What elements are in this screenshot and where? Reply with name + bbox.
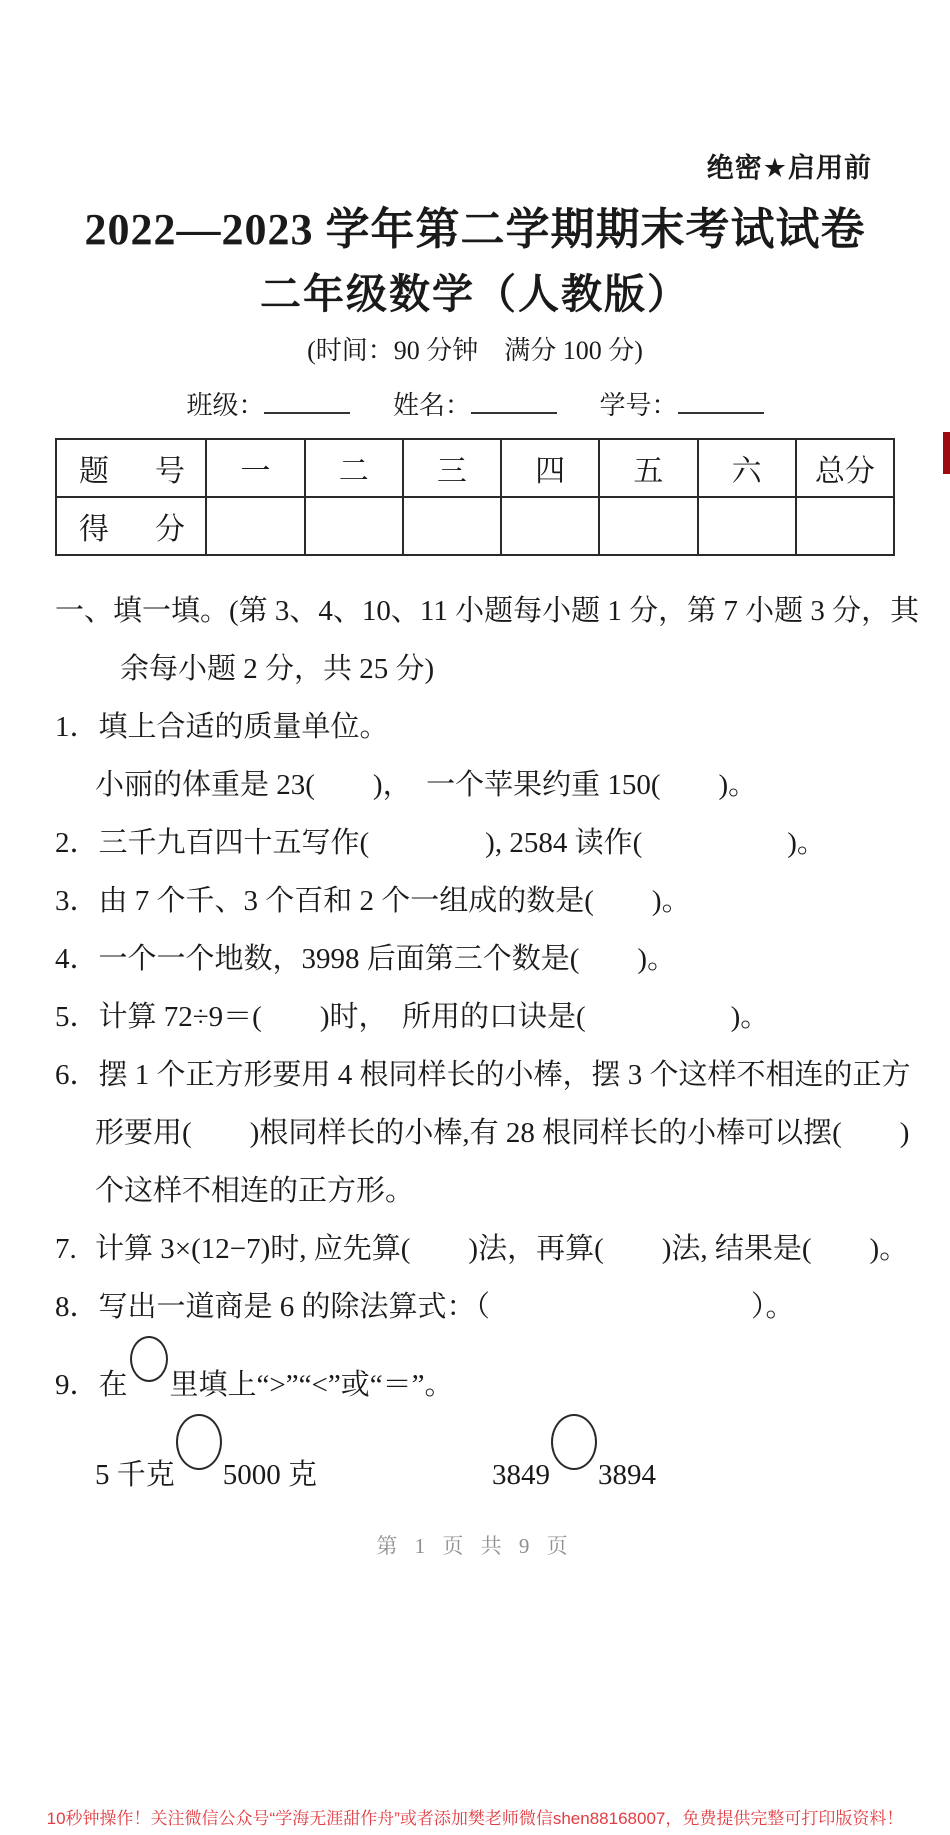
col-four: 四 — [501, 439, 599, 497]
comparison-1-left: 5 千克 — [95, 1459, 175, 1491]
score-cell-total — [796, 497, 894, 555]
name-blank-line — [471, 388, 557, 414]
section-heading-line1: 一、填一填。(第 3、4、10、11 小题每小题 1 分，第 7 小题 3 分，其 — [55, 595, 920, 627]
question-5-text: 计算 72÷9＝( )时， 所用的口诀是( )。 — [98, 1001, 770, 1033]
section-one — [0, 582, 950, 1504]
question-4 — [55, 930, 895, 988]
question-6-continued-text: 形要用( )根同样长的小棒,有 28 根同样长的小棒可以摆( ) — [95, 1117, 910, 1149]
question-1-continued — [55, 756, 895, 814]
question-6-continued-2-text: 个这样不相连的正方形。 — [95, 1175, 415, 1207]
question-4-text: 一个一个地数，3998 后面第三个数是( )。 — [98, 943, 677, 975]
comparison-1-right: 5000 克 — [222, 1459, 318, 1491]
exam-title: 2022—2023 学年第二学期期末考试试卷 — [84, 205, 866, 254]
comparison-circle-icon — [551, 1414, 597, 1470]
score-cell-four — [501, 497, 599, 555]
col-two: 二 — [305, 439, 403, 497]
question-6 — [55, 1046, 911, 1104]
student-id-label: 学号： — [599, 391, 678, 420]
question-8-number: 8． — [55, 1291, 99, 1323]
name-field — [393, 385, 557, 422]
class-label: 班级： — [186, 391, 265, 420]
score-cell-six — [698, 497, 796, 555]
col-five: 五 — [599, 439, 697, 497]
class-field — [186, 385, 350, 422]
question-9-comparison-row — [55, 1414, 895, 1504]
class-blank-line — [264, 388, 350, 414]
question-3 — [55, 872, 895, 930]
exam-subtitle: 二年级数学（人教版） — [260, 271, 690, 317]
score-table-header-row — [56, 439, 894, 497]
question-1-number: 1． — [55, 711, 99, 743]
col-one: 一 — [206, 439, 304, 497]
promo-banner: 10秒钟操作！关注微信公众号“学海无涯甜作舟”或者添加樊老师微信shen88168007，免费提供完整可打印版资料！ — [46, 1809, 904, 1828]
question-9-pre-text: 在 — [98, 1369, 128, 1401]
col-three: 三 — [403, 439, 501, 497]
comparison-circle-icon — [176, 1414, 222, 1470]
student-id-blank-line — [678, 388, 764, 414]
question-2-text: 三千九百四十五写作( ), 2584 读作( )。 — [98, 827, 826, 859]
question-3-number: 3． — [55, 885, 99, 917]
comparison-circle-icon — [130, 1336, 168, 1382]
score-cell-three — [403, 497, 501, 555]
comparison-2-left: 3849 — [492, 1459, 551, 1491]
question-1-continued-text: 小丽的体重是 23( )， 一个苹果约重 150( )。 — [95, 769, 758, 801]
question-6-number: 6． — [55, 1059, 99, 1091]
question-5-number: 5． — [55, 1001, 99, 1033]
question-3-text: 由 7 个千、3 个百和 2 个一组成的数是( )。 — [98, 885, 691, 917]
section-heading-line2: 余每小题 2 分，共 25 分) — [120, 653, 435, 685]
question-7-number: 7. — [55, 1233, 77, 1265]
question-5 — [55, 988, 895, 1046]
score-cell-five — [599, 497, 697, 555]
score-cell-two — [305, 497, 403, 555]
question-6-continued-2 — [55, 1162, 895, 1220]
score-label: 得 分 — [56, 497, 206, 555]
question-7-text: 计算 3×(12−7)时, 应先算( )法，再算( )法, 结果是( )。 — [95, 1233, 909, 1265]
question-number-label: 题 号 — [56, 439, 206, 497]
question-6-continued — [55, 1104, 910, 1162]
question-9-post-text: 里填上“>”“<”或“＝”。 — [169, 1369, 454, 1401]
classified-banner: 绝密★启用前 — [706, 153, 872, 183]
question-4-number: 4． — [55, 943, 99, 975]
question-2-number: 2． — [55, 827, 99, 859]
page-indicator: 第 1 页 共 9 页 — [376, 1534, 574, 1558]
question-8 — [55, 1278, 895, 1336]
exam-time-score-info: (时间：90 分钟 满分 100 分) — [307, 336, 643, 365]
red-edge-marker — [943, 432, 950, 474]
question-7 — [55, 1220, 909, 1278]
score-table-score-row — [56, 497, 894, 555]
question-2 — [55, 814, 895, 872]
score-cell-one — [206, 497, 304, 555]
name-label: 姓名： — [392, 391, 471, 420]
question-9 — [55, 1336, 895, 1414]
question-1 — [55, 698, 895, 756]
col-six: 六 — [698, 439, 796, 497]
col-total: 总分 — [796, 439, 894, 497]
student-id-field — [600, 385, 764, 422]
student-info-row — [0, 385, 950, 422]
question-8-text: 写出一道商是 6 的除法算式：（ ）。 — [98, 1291, 795, 1323]
score-table — [55, 438, 895, 556]
question-6-text: 摆 1 个正方形要用 4 根同样长的小棒，摆 3 个这样不相连的正方 — [98, 1059, 911, 1091]
question-1-text: 填上合适的质量单位。 — [98, 711, 389, 743]
comparison-2-right: 3894 — [598, 1459, 657, 1491]
question-9-number: 9． — [55, 1369, 99, 1401]
